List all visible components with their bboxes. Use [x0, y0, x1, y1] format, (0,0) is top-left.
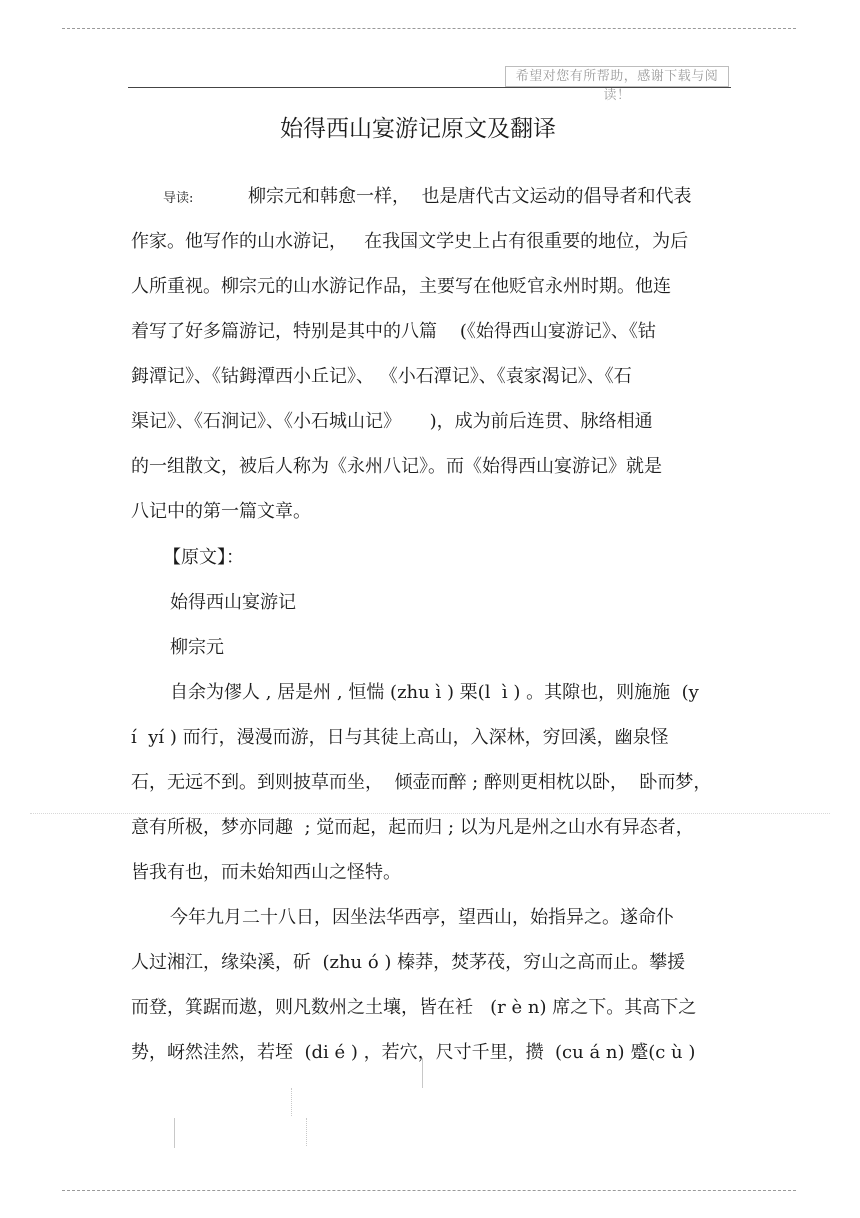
- paragraph-line: 自余为僇人 , 居是州 , 恒惴 (zhu ì ) 栗(l ì ) 。其隙也，则施施 (y: [170, 682, 699, 703]
- intro-line: 渠记》、《石涧记》、《小石城山记》 )，成为前后连贯、脉络相通: [131, 411, 653, 432]
- faint-dotted-divider: [30, 813, 830, 814]
- intro-label-text: 导读:: [163, 191, 194, 206]
- intro-line: 的一组散文，被后人称为《永州八记》。而《始得西山宴游记》就是: [131, 456, 662, 477]
- paragraph-line: 意有所极，梦亦同趣 ; 觉而起，起而归 ; 以为凡是州之山水有异态者，: [131, 817, 694, 838]
- paragraph-line: 势，岈然洼然，若垤 (di é ) ，若穴，尺寸千里，攒 (cu á n) 蹙(c ù ): [131, 1042, 696, 1063]
- intro-line: 鉧潭记》、《钴鉧潭西小丘记》、 《小石潭记》、《袁家渴记》、《石: [131, 366, 632, 387]
- paragraph-line: 石，无远不到。到则披草而坐， 倾壶而醉 ; 醉则更相枕以卧， 卧而梦，: [131, 772, 712, 793]
- scan-artifact-line: [291, 1088, 292, 1116]
- header-rule: [128, 87, 731, 88]
- scan-artifact-line: [306, 1118, 307, 1146]
- paragraph-line: 而登，箕踞而遨，则凡数州之土壤，皆在衽 (r è n) 席之下。其高下之: [131, 997, 697, 1018]
- piece-title: 始得西山宴游记: [170, 592, 296, 613]
- intro-line: 作家。他写作的山水游记， 在我国文学史上占有很重要的地位，为后: [131, 231, 689, 252]
- bottom-dashed-rule: [62, 1190, 796, 1191]
- paragraph-line: 皆我有也，而未始知西山之怪特。: [131, 862, 401, 883]
- scan-artifact-line: [174, 1118, 175, 1148]
- intro-line: 人所重视。柳宗元的山水游记作品，主要写在他贬官永州时期。他连: [131, 276, 671, 297]
- scan-artifact-line: [422, 1058, 423, 1088]
- paragraph-line: 今年九月二十八日，因坐法华西亭，望西山，始指异之。遂命仆: [170, 907, 674, 928]
- paragraph-line: 人过湘江，缘染溪，斫 (zhu ó ) 榛莽，焚茅茷，穷山之高而止。攀援: [131, 952, 686, 973]
- intro-line: 八记中的第一篇文章。: [131, 501, 311, 522]
- intro-line: 柳宗元和韩愈一样， 也是唐代古文运动的倡导者和代表: [248, 186, 692, 207]
- page-title: 始得西山宴游记原文及翻译: [280, 116, 556, 142]
- top-dashed-rule: [62, 28, 796, 29]
- paragraph-line: í yí ) 而行，漫漫而游，日与其徒上高山，入深林，穷回溪，幽泉怪: [131, 727, 669, 748]
- section-heading-original: 【原文】：: [163, 547, 244, 568]
- download-watermark: 希望对您有所帮助，感谢下载与阅读！: [505, 66, 729, 87]
- author-name: 柳宗元: [170, 637, 224, 658]
- intro-line: 着写了好多篇游记，特别是其中的八篇 (《始得西山宴游记》、《钴: [131, 321, 656, 342]
